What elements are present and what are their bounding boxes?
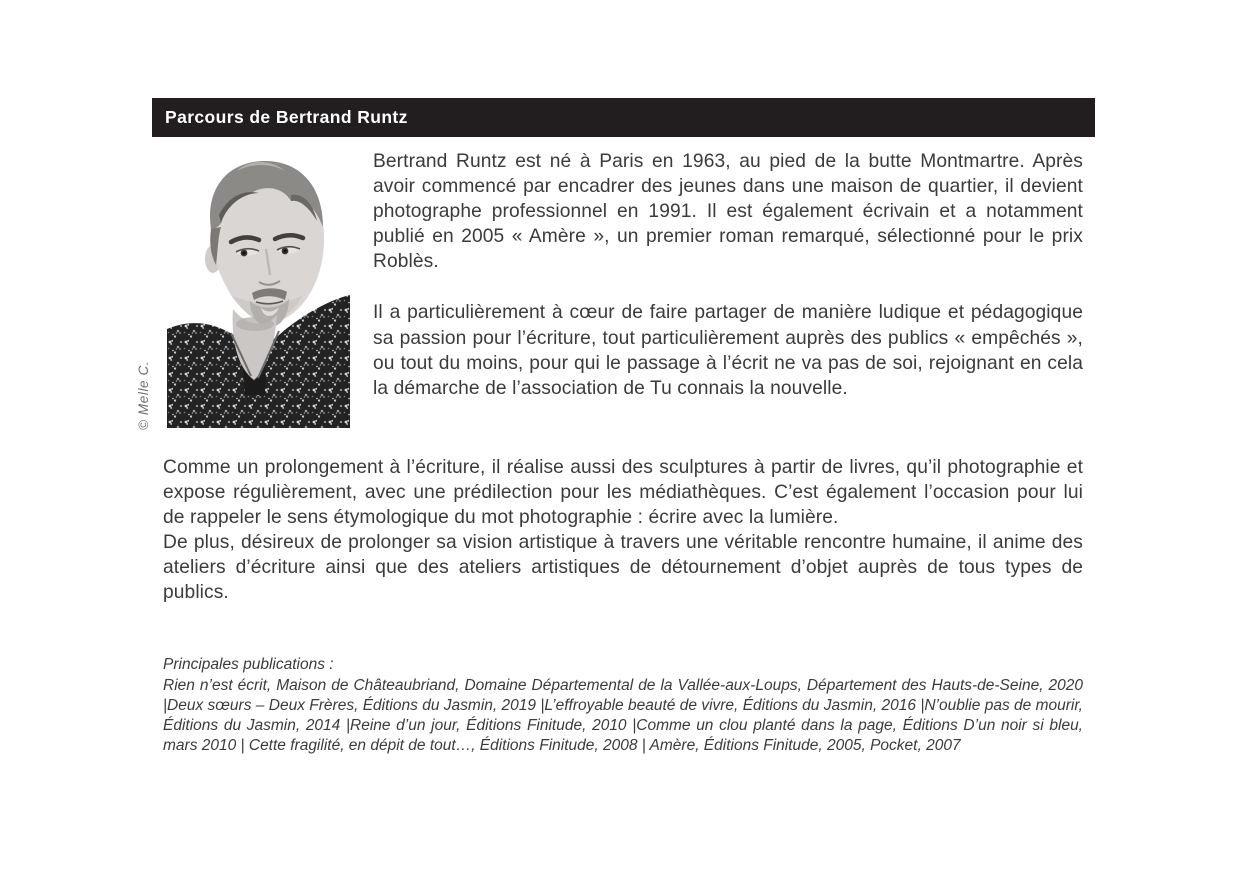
publications-section [163,655,1083,756]
section-header [152,98,1095,137]
portrait-photo [167,147,350,428]
bio-column [373,149,1083,401]
bio-paragraph-4: De plus, désireux de prolonger sa vision artistique à travers une véritable rencontre humaine, il anime des ateliers d’écriture ainsi que des ateliers artistiques de détournement d’objet auprès de tous types de publics. [163,532,1083,604]
bio-full-width [163,455,1083,606]
portrait-illustration [167,147,350,428]
bio-paragraph-1: Bertrand Runtz est né à Paris en 1963, au pied de la butte Montmartre. Après avoir commencé par encadrer des jeunes dans une maison de quartier, il devient photographe professionnel en 1991. Il est également écrivain et a notamment publié en 2005 « Amère », un premier roman remarqué, sélectionné pour le prix Roblès. [373,151,1083,273]
publications-heading: Principales publications : [163,656,334,673]
bio-paragraph-2: Il a particulièrement à cœur de faire partager de manière ludique et pédagogique sa passion pour l’écriture, tout particulièrement auprès des publics « empêchés », ou tout du moins, pour qui le passage à l’écrit ne va pas de soi, rejoignant en cela la démarche de l’association de Tu connais la nouvelle. [373,302,1083,399]
page-title: Parcours de Bertrand Runtz [165,107,408,127]
bio-paragraph-3: Comme un prolongement à l’écriture, il réalise aussi des sculptures à partir de livres, qu’il photographie et expose régulièrement, avec une prédilection pour les médiathèques. C’est également l’occasion pour lui de rappeler le sens étymologique du mot photographie : écrire avec la lumière. [163,457,1083,529]
photo-credit: © Melle C. [136,360,151,430]
publications-list: Rien n’est écrit, Maison de Châteaubriand, Domaine Départemental de la Vallée-aux-Loups, Département des Hauts-de-Seine, 2020 |Deux sœurs – Deux Frères, Éditions du Jasmin, 2019 |L’effroyable beauté de vivre, Éditions du Jasmin, 2016 |N’oublie pas de mourir, Éditions du Jasmin, 2014 |Reine d’un jour, Éditions Finitude, 2010 |Comme un clou planté dans la page, Éditions D’un noir si bleu, mars 2010 | Cette fragilité, en dépit de tout…, Éditions Finitude, 2008 | Amère, Éditions Finitude, 2005, Pocket, 2007 [163,677,1083,754]
